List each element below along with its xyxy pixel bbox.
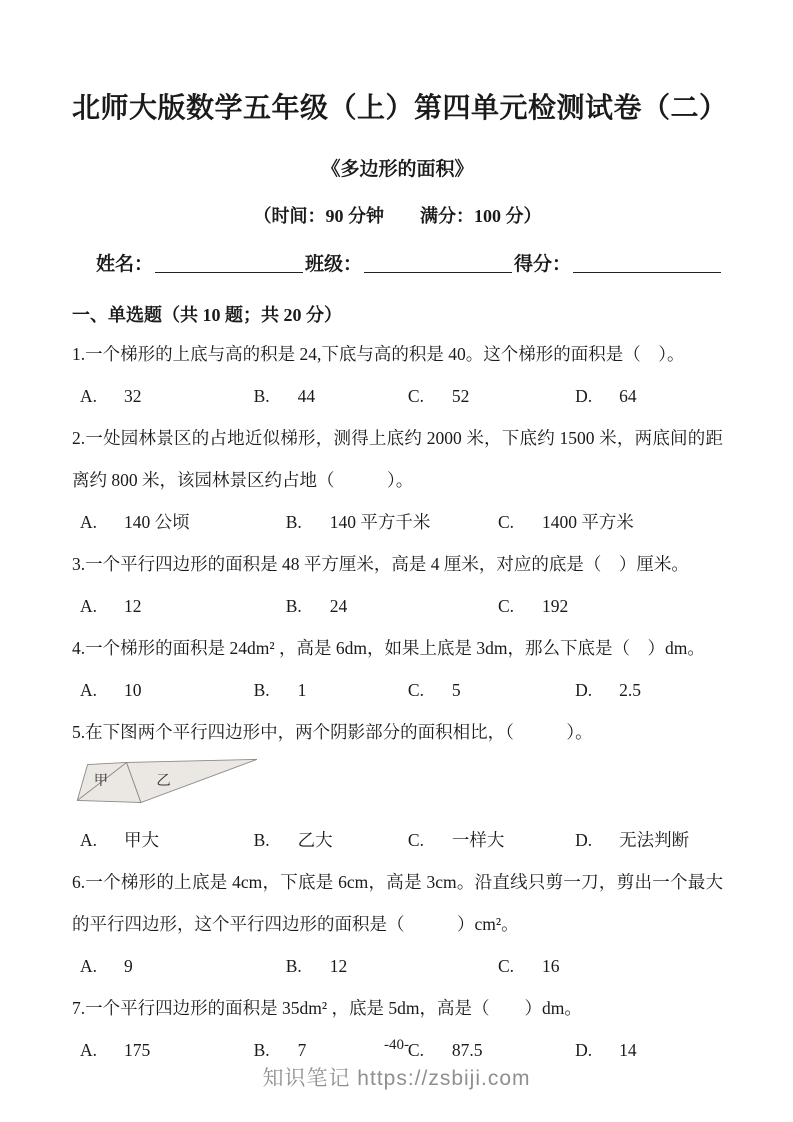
option: [286, 945, 498, 987]
question-block: [72, 543, 723, 627]
question-text: 6.一个梯形的上底是 4cm，下底是 6cm，高是 3cm。沿直线只剪一刀，剪出一个最大的平行四边形，这个平行四边形的面积是（ ）cm²。: [72, 872, 723, 934]
question-text: 4.一个梯形的面积是 24dm² ，高是 6dm，如果上底是 3dm，那么下底是（ ）dm。: [72, 638, 705, 658]
option-letter: C.: [497, 596, 514, 616]
question-block: [72, 333, 723, 417]
option-letter: B.: [253, 1040, 270, 1060]
option: [286, 501, 498, 543]
student-info-row: [72, 249, 723, 276]
option: [575, 669, 723, 711]
time-score-line: （时间：90 分钟 满分：100 分）: [253, 206, 542, 226]
option-value: 5: [451, 680, 461, 700]
option-value: 1400 平方米: [541, 512, 634, 532]
option-letter: D.: [575, 830, 593, 850]
option-letter: A.: [80, 680, 98, 700]
option: [575, 819, 723, 861]
option-value: 1: [297, 680, 307, 700]
options-row: [72, 669, 723, 711]
option-letter: A.: [80, 830, 98, 850]
name-blank-line: [155, 251, 303, 273]
question-text: 7.一个平行四边形的面积是 35dm² ，底是 5dm，高是（ ）dm。: [72, 998, 582, 1018]
option: [254, 669, 408, 711]
option-value: 175: [124, 1040, 151, 1060]
option-letter: A.: [80, 1040, 98, 1060]
option-letter: D.: [575, 1040, 593, 1060]
option-letter: C.: [497, 512, 514, 532]
option-letter: A.: [80, 512, 98, 532]
option-letter: A.: [80, 596, 98, 616]
option-letter: B.: [285, 956, 302, 976]
option-value: 16: [541, 956, 560, 976]
option-value: 140 平方千米: [329, 512, 431, 532]
option-value: 52: [451, 386, 470, 406]
option-letter: C.: [407, 830, 424, 850]
options-row: [72, 819, 723, 861]
option-value: 乙大: [297, 830, 333, 850]
question-text: 5.在下图两个平行四边形中，两个阴影部分的面积相比，（ ）。: [72, 722, 593, 742]
option-letter: D.: [575, 386, 593, 406]
parallelograms-figure: [66, 753, 723, 819]
question-text: 2.一处园林景区的占地近似梯形，测得上底约 2000 米，下底约 1500 米，两底间的距离约 800 米，该园林景区约占地（ ）。: [72, 428, 723, 490]
option: [80, 945, 286, 987]
paper-subtitle: 《多边形的面积》: [321, 159, 474, 180]
option-value: 2.5: [619, 680, 641, 700]
questions: [72, 333, 723, 1071]
option-value: 9: [124, 956, 133, 976]
option: [408, 669, 575, 711]
question-block: [72, 861, 723, 987]
option-letter: A.: [80, 956, 98, 976]
option-letter: C.: [407, 1040, 424, 1060]
option: [575, 375, 723, 417]
option-value: 10: [124, 680, 142, 700]
watermark-text: 知识笔记 https://zsbiji.com: [262, 1067, 531, 1090]
option-value: 140 公顷: [124, 512, 190, 532]
option-value: 32: [124, 386, 142, 406]
page-title: 北师大版数学五年级（上）第四单元检测试卷（二）: [72, 93, 728, 124]
options-row: [72, 945, 723, 987]
score-label: 得分：: [514, 254, 572, 275]
option-value: 87.5: [451, 1040, 483, 1060]
option: [80, 585, 286, 627]
figure-label-jia: 甲: [93, 773, 109, 790]
option: [498, 501, 723, 543]
option-value: 44: [297, 386, 316, 406]
option-value: 甲大: [124, 830, 159, 850]
question-text: 3.一个平行四边形的面积是 48 平方厘米，高是 4 厘米，对应的底是（ ）厘米。: [72, 554, 689, 574]
option: [498, 585, 723, 627]
option-value: 无法判断: [619, 830, 690, 850]
section-heading: 一、单选题（共 10 题；共 20 分）: [72, 305, 342, 325]
question-block: [72, 987, 723, 1071]
option: [80, 669, 254, 711]
option-letter: A.: [80, 386, 98, 406]
option-letter: C.: [407, 680, 424, 700]
option: [254, 375, 408, 417]
figure-label-yi: 乙: [156, 773, 171, 790]
option: [408, 819, 575, 861]
option-value: 192: [541, 596, 569, 616]
question-text: 1.一个梯形的上底与高的积是 24,下底与高的积是 40。这个梯形的面积是（ ）。: [72, 344, 685, 364]
option-letter: B.: [253, 830, 270, 850]
class-label: 班级：: [305, 254, 363, 275]
option-value: 一样大: [451, 830, 505, 850]
option-letter: B.: [285, 512, 302, 532]
option-letter: D.: [575, 680, 593, 700]
option: [254, 819, 408, 861]
option: [408, 375, 575, 417]
option-letter: B.: [253, 386, 270, 406]
option-letter: B.: [253, 680, 270, 700]
option-letter: B.: [285, 596, 302, 616]
question-block: [72, 627, 723, 711]
option-value: 7: [297, 1040, 307, 1060]
options-row: [72, 585, 723, 627]
option-value: 24: [329, 596, 348, 616]
option: [286, 585, 498, 627]
options-row: [72, 375, 723, 417]
question-block: [72, 417, 723, 543]
page-number: -40-: [384, 1037, 409, 1053]
class-blank-line: [364, 251, 512, 273]
score-blank-line: [573, 251, 721, 273]
option: [80, 819, 254, 861]
option-value: 12: [329, 956, 348, 976]
name-label: 姓名：: [96, 254, 154, 275]
question-block: [72, 711, 723, 861]
option-value: 14: [619, 1040, 637, 1060]
option-letter: C.: [407, 386, 424, 406]
option: [80, 501, 286, 543]
option-value: 64: [619, 386, 637, 406]
option-value: 12: [124, 596, 142, 616]
options-row: [72, 501, 723, 543]
option: [498, 945, 723, 987]
option: [80, 375, 254, 417]
option-letter: C.: [497, 956, 514, 976]
